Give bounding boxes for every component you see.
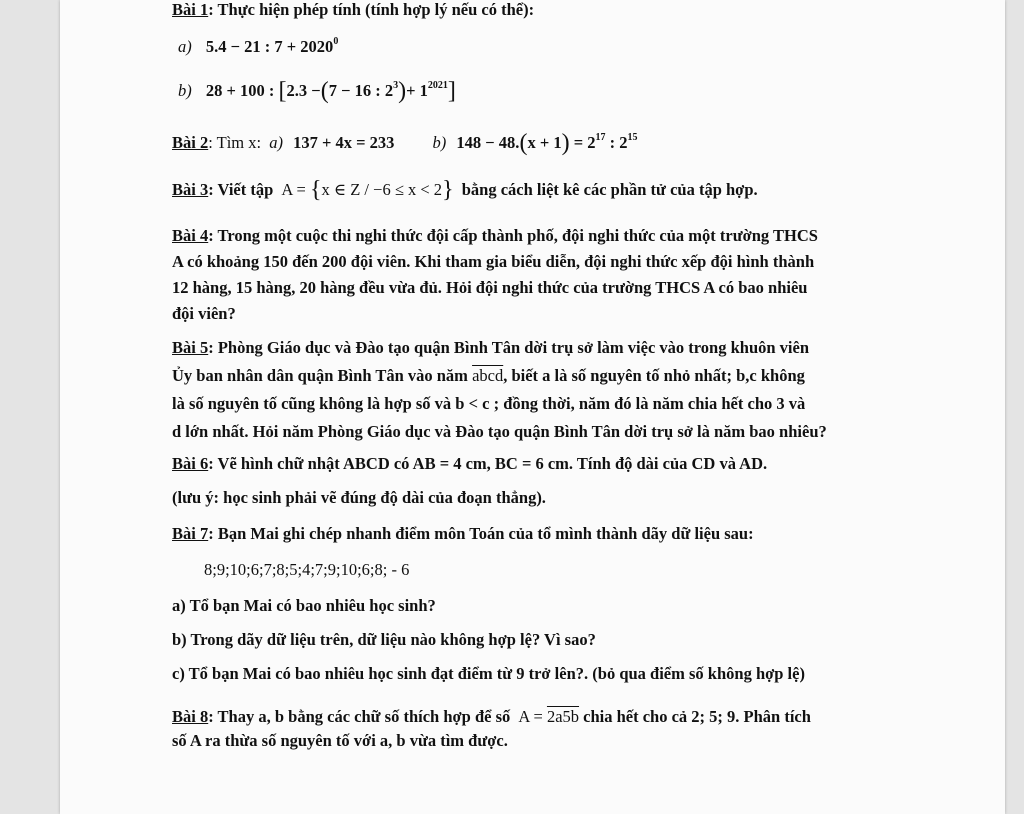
bai7-row (172, 524, 754, 544)
bai5-line2-prefix: Ủy ban nhân dân quận Bình Tân vào năm (172, 366, 468, 385)
bai1-b-exponent1: 3 (393, 80, 399, 91)
bai1-a-expression: 5.4 − 21 : 7 + 2020 (205, 37, 334, 56)
bai4-label: Bài 4 (172, 226, 209, 245)
bai7-line1: : Bạn Mai ghi chép nhanh điểm môn Toán của tổ mình thành dãy dữ liệu sau: (208, 524, 754, 543)
bai1-part-a (178, 36, 338, 57)
bai3-prefix: : Viết tập (208, 180, 274, 199)
bai8-number-2a5b: 2a5b (546, 707, 580, 726)
bai1-a-exponent: 0 (333, 36, 339, 47)
bai6-line1: : Vẽ hình chữ nhật ABCD có AB = 4 cm, BC = 6 cm. Tính độ dài của CD và AD. (208, 454, 768, 473)
bai4-paragraph (172, 223, 902, 327)
bai2-b-equals: = 2 (573, 133, 596, 152)
bai8-number-name: A = (518, 707, 543, 726)
bai2-b-exponent2: 15 (627, 132, 638, 143)
bai1-label: Bài 1 (172, 0, 209, 19)
bai2-a-expression: 137 + 4x = 233 (293, 133, 395, 152)
bai3-set-name: A = (281, 180, 306, 199)
bai8-row (172, 707, 811, 727)
bai1-title: : Thực hiện phép tính (tính hợp lý nếu có thể): (208, 0, 535, 19)
bai3-row: Bài 3: Viết tập A = {x ∈ Z / −6 ≤ x < 2} bằng cách liệt kê các phần tử của tập hợp. (172, 177, 758, 203)
bai5-line4: d lớn nhất. Hỏi năm Phòng Giáo dục và Đào tạo quận Bình Tân dời trụ sở là năm bao nhiêu? (172, 422, 827, 441)
bai6-note: (lưu ý: học sinh phải vẽ đúng độ dài của đoạn thẳng). (172, 488, 546, 507)
bai7-question-c: c) Tổ bạn Mai có bao nhiêu học sinh đạt điểm từ 9 trở lên?. (bỏ qua điểm số không hợp lệ) (172, 664, 805, 683)
bai5-line2-suffix: , biết a là số nguyên tố nhỏ nhất; b,c không (503, 366, 805, 385)
bai1-b-part3: + 1 (406, 81, 428, 100)
bai2-b-exponent1: 17 (595, 132, 606, 143)
bai2-a-label: a) (269, 133, 283, 152)
bai7-label: Bài 7 (172, 524, 209, 543)
bai2-b-prefix: 148 − 48. (456, 133, 520, 152)
bai4-line2: A có khoảng 150 đến 200 đội viên. Khi tham gia biểu diễn, đội nghi thức xếp đội hình thành (172, 252, 815, 271)
bai6-row (172, 454, 767, 474)
bai8-suffix: chia hết cho cả 2; 5; 9. Phân tích (583, 707, 811, 726)
bai5-line1: : Phòng Giáo dục và Đào tạo quận Bình Tân dời trụ sở làm việc vào trong khuôn viên (208, 338, 810, 357)
bai5-label: Bài 5 (172, 338, 209, 357)
bai1-part-b: b) 28 + 100 : [2.3 −(7 − 16 : $2^3)+ 1^{2021}$] (178, 78, 456, 104)
bai2-b-divide: : 2 (609, 133, 628, 152)
bai1-b-exponent2: 2021 (427, 80, 448, 91)
bai1-heading (172, 0, 534, 20)
bai1-a-label: a) (178, 37, 192, 56)
bai8-label: Bài 8 (172, 707, 209, 726)
bai4-line3: 12 hàng, 15 hàng, 20 hàng đều vừa đủ. Hỏi đội nghi thức của trường THCS A có bao nhiêu (172, 278, 808, 297)
bai4-line1: : Trong một cuộc thi nghi thức đội cấp thành phố, đội nghi thức của một trường THCS (208, 226, 818, 245)
bai5-line3: là số nguyên tố cũng không là hợp số và b < c ; đồng thời, năm đó là năm chia hết cho 3 và (172, 394, 806, 413)
bai8-line2: số A ra thừa số nguyên tố với a, b vừa tìm được. (172, 731, 508, 750)
bai1-b-part1: 2.3 − (286, 81, 321, 100)
bai7-question-b: b) Trong dãy dữ liệu trên, dữ liệu nào không hợp lệ? Vì sao? (172, 630, 596, 649)
bai3-suffix: bằng cách liệt kê các phần tử của tập hợp. (461, 180, 758, 199)
bai1-b-label: b) (178, 81, 192, 100)
bai2-b-label: b) (432, 133, 447, 152)
bai2-title: : Tìm x: (208, 133, 262, 152)
bai2-row: Bài 2: Tìm x: a) 137 + 4x = 233 b) $148 - 48.(x + 1) = 2^{17}$ : $2^{15}$ (172, 130, 638, 156)
bai7-question-a: a) Tổ bạn Mai có bao nhiêu học sinh? (172, 596, 436, 615)
bai3-set-body: x ∈ Z / −6 ≤ x < 2 (321, 180, 443, 199)
bai6-label: Bài 6 (172, 454, 209, 473)
bai1-b-prefix: 28 + 100 : (205, 81, 275, 100)
bai5-abcd-number: abcd (472, 366, 504, 385)
bai2-b-inner: x + 1 (527, 133, 562, 152)
bai4-line4: đội viên? (172, 304, 236, 323)
bai1-b-part2: 7 − 16 : 2 (328, 81, 394, 100)
bai3-label: Bài 3 (172, 180, 209, 199)
bai7-data-list: 8;9;10;6;7;8;5;4;7;9;10;6;8; - 6 (204, 560, 410, 579)
bai2-label: Bài 2 (172, 133, 209, 152)
bai5-paragraph (172, 334, 902, 446)
bai8-prefix: : Thay a, b bằng các chữ số thích hợp để số (208, 707, 511, 726)
